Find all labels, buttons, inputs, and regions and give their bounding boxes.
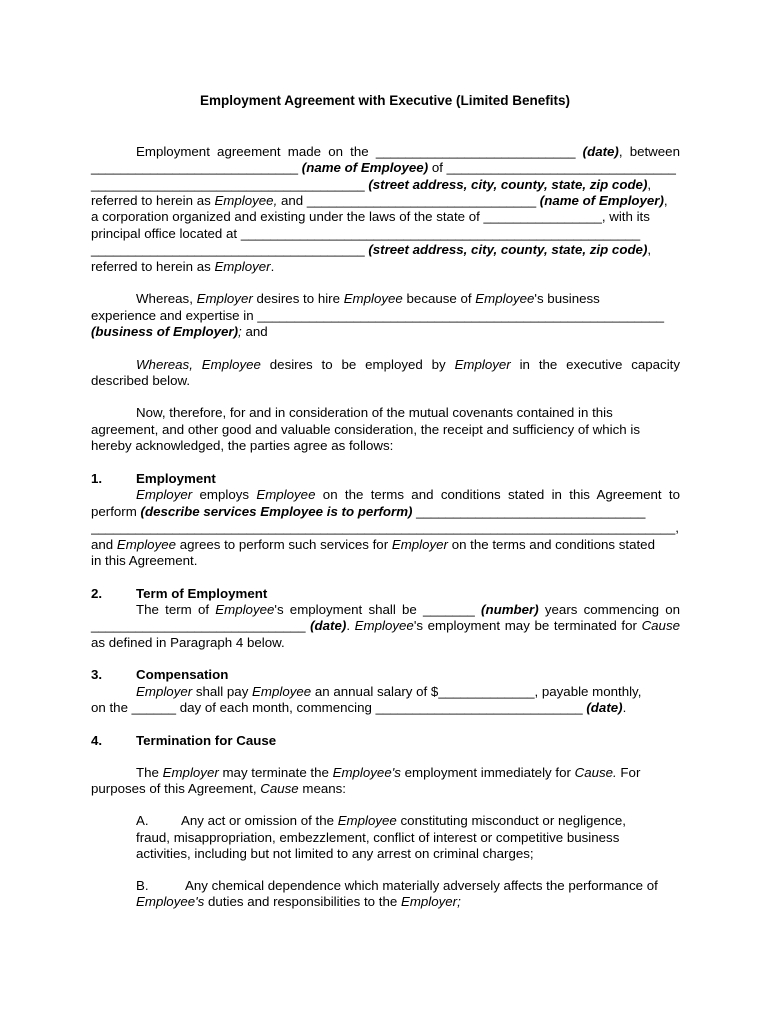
- years-blank[interactable]: _______: [423, 602, 475, 617]
- s2-line-2: _____________________________ (date). Employee's employment may be terminated for Cause: [91, 618, 680, 633]
- section-1-number: 1.: [91, 471, 103, 486]
- cause-a-line-3: activities, including but not limited to any arrest on criminal charges;: [136, 846, 534, 861]
- section-2-heading: Term of Employment: [136, 586, 268, 601]
- state-blank[interactable]: ________________: [483, 209, 602, 224]
- cause-a-line-1: Any act or omission of the Employee constituting misconduct or negligence,: [181, 813, 626, 828]
- whereas1-line-3: (business of Employer); and: [91, 324, 268, 339]
- s1-line-3: _______________________________________________________________________________,: [91, 520, 679, 535]
- intro-line-8: referred to herein as Employer.: [91, 259, 275, 274]
- salary-blank[interactable]: _____________: [438, 684, 535, 699]
- now-line-2: agreement, and other good and valuable consideration, the receipt and sufficiency of which is: [91, 422, 640, 437]
- whereas1-line-1: Whereas, Employer desires to hire Employee because of Employee's business: [136, 291, 600, 306]
- services-blank-2[interactable]: _______________________________________________________________________________: [91, 520, 676, 535]
- s1-line-5: in this Agreement.: [91, 553, 198, 568]
- document-title: Employment Agreement with Executive (Limited Benefits): [199, 93, 571, 108]
- pay-day-blank[interactable]: ______: [131, 700, 177, 715]
- s2-line-1: The term of Employee's employment shall be _______ (number) years commencing on: [136, 602, 680, 617]
- intro-line-3: _____________________________________ (street address, city, county, state, zip code),: [91, 177, 652, 192]
- commence-date-blank[interactable]: _____________________________: [91, 618, 306, 633]
- business-blank[interactable]: _______________________________________________________: [257, 308, 665, 323]
- now-line-3: hereby acknowledged, the parties agree as follows:: [91, 438, 394, 453]
- now-line-1: Now, therefore, for and in consideration of the mutual covenants contained in this: [136, 405, 613, 420]
- principal-office-blank[interactable]: ______________________________________________________: [240, 226, 641, 241]
- s1-line-4: and Employee agrees to perform such services for Employer on the terms and conditions stated: [91, 537, 655, 552]
- employer-address-blank[interactable]: _____________________________________: [91, 242, 365, 257]
- section-4-number: 4.: [91, 733, 103, 748]
- intro-line-5: a corporation organized and existing under the laws of the state of ________________, with its: [91, 209, 650, 224]
- employee-of-blank[interactable]: _______________________________: [446, 160, 676, 175]
- s1-line-1: Employer employs Employee on the terms and conditions stated in this Agreement to: [136, 487, 680, 502]
- salary-start-date-blank[interactable]: ____________________________: [375, 700, 583, 715]
- cause-a-line-2: fraud, misappropriation, embezzlement, conflict of interest or competitive business: [136, 830, 620, 845]
- employee-name-blank[interactable]: ____________________________: [91, 160, 299, 175]
- cause-b-line-2: Employee's duties and responsibilities to the Employer;: [136, 894, 461, 909]
- services-blank[interactable]: _______________________________: [412, 504, 646, 519]
- s4-line-1: The Employer may terminate the Employee's employment immediately for Cause. For: [136, 765, 641, 780]
- section-4-heading: Termination for Cause: [136, 733, 277, 748]
- whereas2-line-2: described below.: [91, 373, 191, 388]
- section-2-number: 2.: [91, 586, 103, 601]
- intro-line-4: referred to herein as Employee, and _______________________________ (name of Employer),: [91, 193, 668, 208]
- section-1-heading: Employment: [136, 471, 216, 486]
- date-blank[interactable]: ___________________________: [375, 144, 576, 159]
- whereas1-line-2: experience and expertise in _______________________________________________________: [91, 308, 665, 323]
- whereas2-line-1: Whereas, Employee desires to be employed by Employer in the executive capacity: [136, 357, 680, 372]
- intro-line-6: principal office located at ______________________________________________________: [91, 226, 641, 241]
- cause-b-line-1: Any chemical dependence which materially adversely affects the performance of: [185, 878, 658, 893]
- s3-line-1: Employer shall pay Employee an annual salary of $_____________, payable monthly,: [136, 684, 642, 699]
- intro-line-7: _____________________________________ (street address, city, county, state, zip code),: [91, 242, 652, 257]
- s3-line-2: on the ______ day of each month, commencing ____________________________ (date).: [91, 700, 627, 715]
- intro-line-1: Employment agreement made on the ___________________________ (date), between: [136, 144, 680, 159]
- s1-line-2: perform (describe services Employee is to perform) _______________________________: [91, 504, 646, 519]
- section-3-number: 3.: [91, 667, 103, 682]
- employer-name-blank[interactable]: _______________________________: [306, 193, 537, 208]
- employee-address-blank[interactable]: _____________________________________: [91, 177, 365, 192]
- s2-line-3: as defined in Paragraph 4 below.: [91, 635, 285, 650]
- s4-line-2: purposes of this Agreement, Cause means:: [91, 781, 347, 796]
- section-3-heading: Compensation: [136, 667, 229, 682]
- cause-b-label: B.: [136, 878, 149, 893]
- cause-a-label: A.: [136, 813, 149, 828]
- intro-line-2: ____________________________ (name of Employee) of _______________________________: [91, 160, 676, 175]
